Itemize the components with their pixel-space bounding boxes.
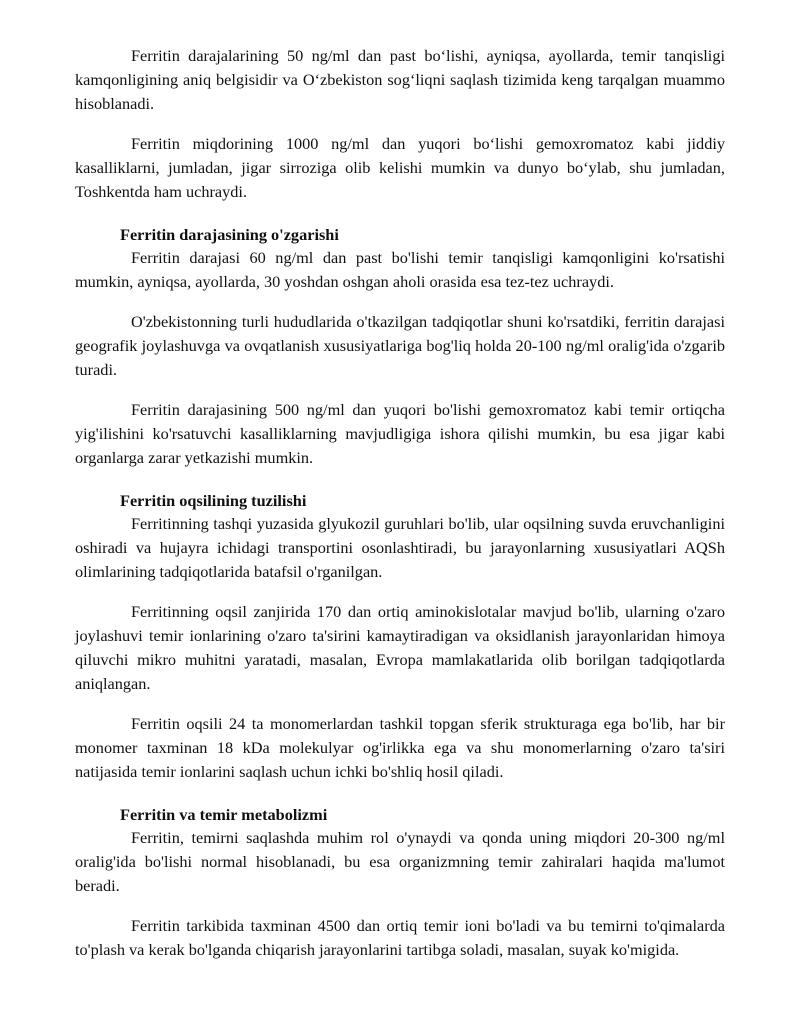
paragraph-level-above-500: Ferritin darajasining 500 ng/ml dan yuqori bo'lishi gemoxromatoz kabi temir ortiqcha yig'ilishini ko'rsatuvchi kasalliklarning mavjudligiga ishora qilishi mumkin, bu esa jigar kabi organlarga zarar yetkazishi mumkin. [75, 400, 725, 467]
paragraph-glycosyl-groups: Ferritinning tashqi yuzasida glyukozil guruhlari bo'lib, ular oqsilning suvda eruvchanligini oshiradi va hujayra ichidagi transportini osonlashtiradi, bu jarayonlarning xususiyatlari AQSh olimlarining tadqiqotlarida batafsil o'rganilgan. [75, 514, 725, 581]
paragraph-high-ferritin: Ferritin miqdorining 1000 ng/ml dan yuqori bo‘lishi gemoxromatoz kabi jiddiy kasalliklarni, jumladan, jigar sirroziga olib kelishi mumkin va dunyo bo‘ylab, shu jumladan, Toshkentda ham uchraydi. [75, 134, 725, 201]
paragraph-monomers: Ferritin oqsili 24 ta monomerlardan tashkil topgan sferik strukturaga ega bo'lib, har bir monomer taxminan 18 kDa molekulyar og'irlikka ega va shu monomerlarning o'zaro ta'siri natijasida temir ionlarini saqlash uchun ichki bo'shliq hosil qiladi. [75, 714, 725, 781]
heading-protein-structure: Ferritin oqsilining tuzilishi [120, 491, 307, 510]
paragraph-amino-acids: Ferritinning oqsil zanjirida 170 dan ortiq aminokislotalar mavjud bo'lib, ularning o'zaro joylashuvi temir ionlarining o'zaro ta'sirini kamaytiradigan va oksidlanish jarayonlaridan himoya qiluvchi mikro muhitni yaratadi, masalan, Evropa mamlakatlarida olib borilgan tadqiqotlarda aniqlangan. [75, 602, 725, 693]
paragraph-uzbekistan-regions: O'zbekistonning turli hududlarida o'tkazilgan tadqiqotlar shuni ko'rsatdiki, ferritin darajasi geografik joylashuvga va ovqatlanish xususiyatlariga bog'liq holda 20-100 ng/ml oralig'ida o'zgarib turadi. [75, 312, 725, 379]
heading-iron-metabolism: Ferritin va temir metabolizmi [120, 805, 328, 824]
document-page [75, 44, 725, 978]
heading-ferritin-level-change: Ferritin darajasining o'zgarishi [120, 225, 339, 244]
paragraph-level-below-60: Ferritin darajasi 60 ng/ml dan past bo'lishi temir tanqisligi kamqonligini ko'rsatishi mumkin, ayniqsa, ayollarda, 30 yoshdan oshgan aholi orasida esa tez-tez uchraydi. [75, 248, 725, 291]
paragraph-iron-ions: Ferritin tarkibida taxminan 4500 dan ortiq temir ioni bo'ladi va bu temirni to'qimalarda to'plash va kerak bo'lganda chiqarish jarayonlarini tartibga soladi, masalan, suyak ko'migida. [75, 916, 725, 959]
paragraph-low-ferritin: Ferritin darajalarining 50 ng/ml dan past bo‘lishi, ayniqsa, ayollarda, temir tanqisligi kamqonligining aniq belgisidir va O‘zbekiston sog‘liqni saqlash tizimida keng tarqalgan muammo hisoblanadi. [75, 46, 725, 113]
paragraph-iron-storage: Ferritin, temirni saqlashda muhim rol o'ynaydi va qonda uning miqdori 20-300 ng/ml oralig'ida bo'lishi normal hisoblanadi, bu esa organizmning temir zahiralari haqida ma'lumot beradi. [75, 828, 725, 895]
